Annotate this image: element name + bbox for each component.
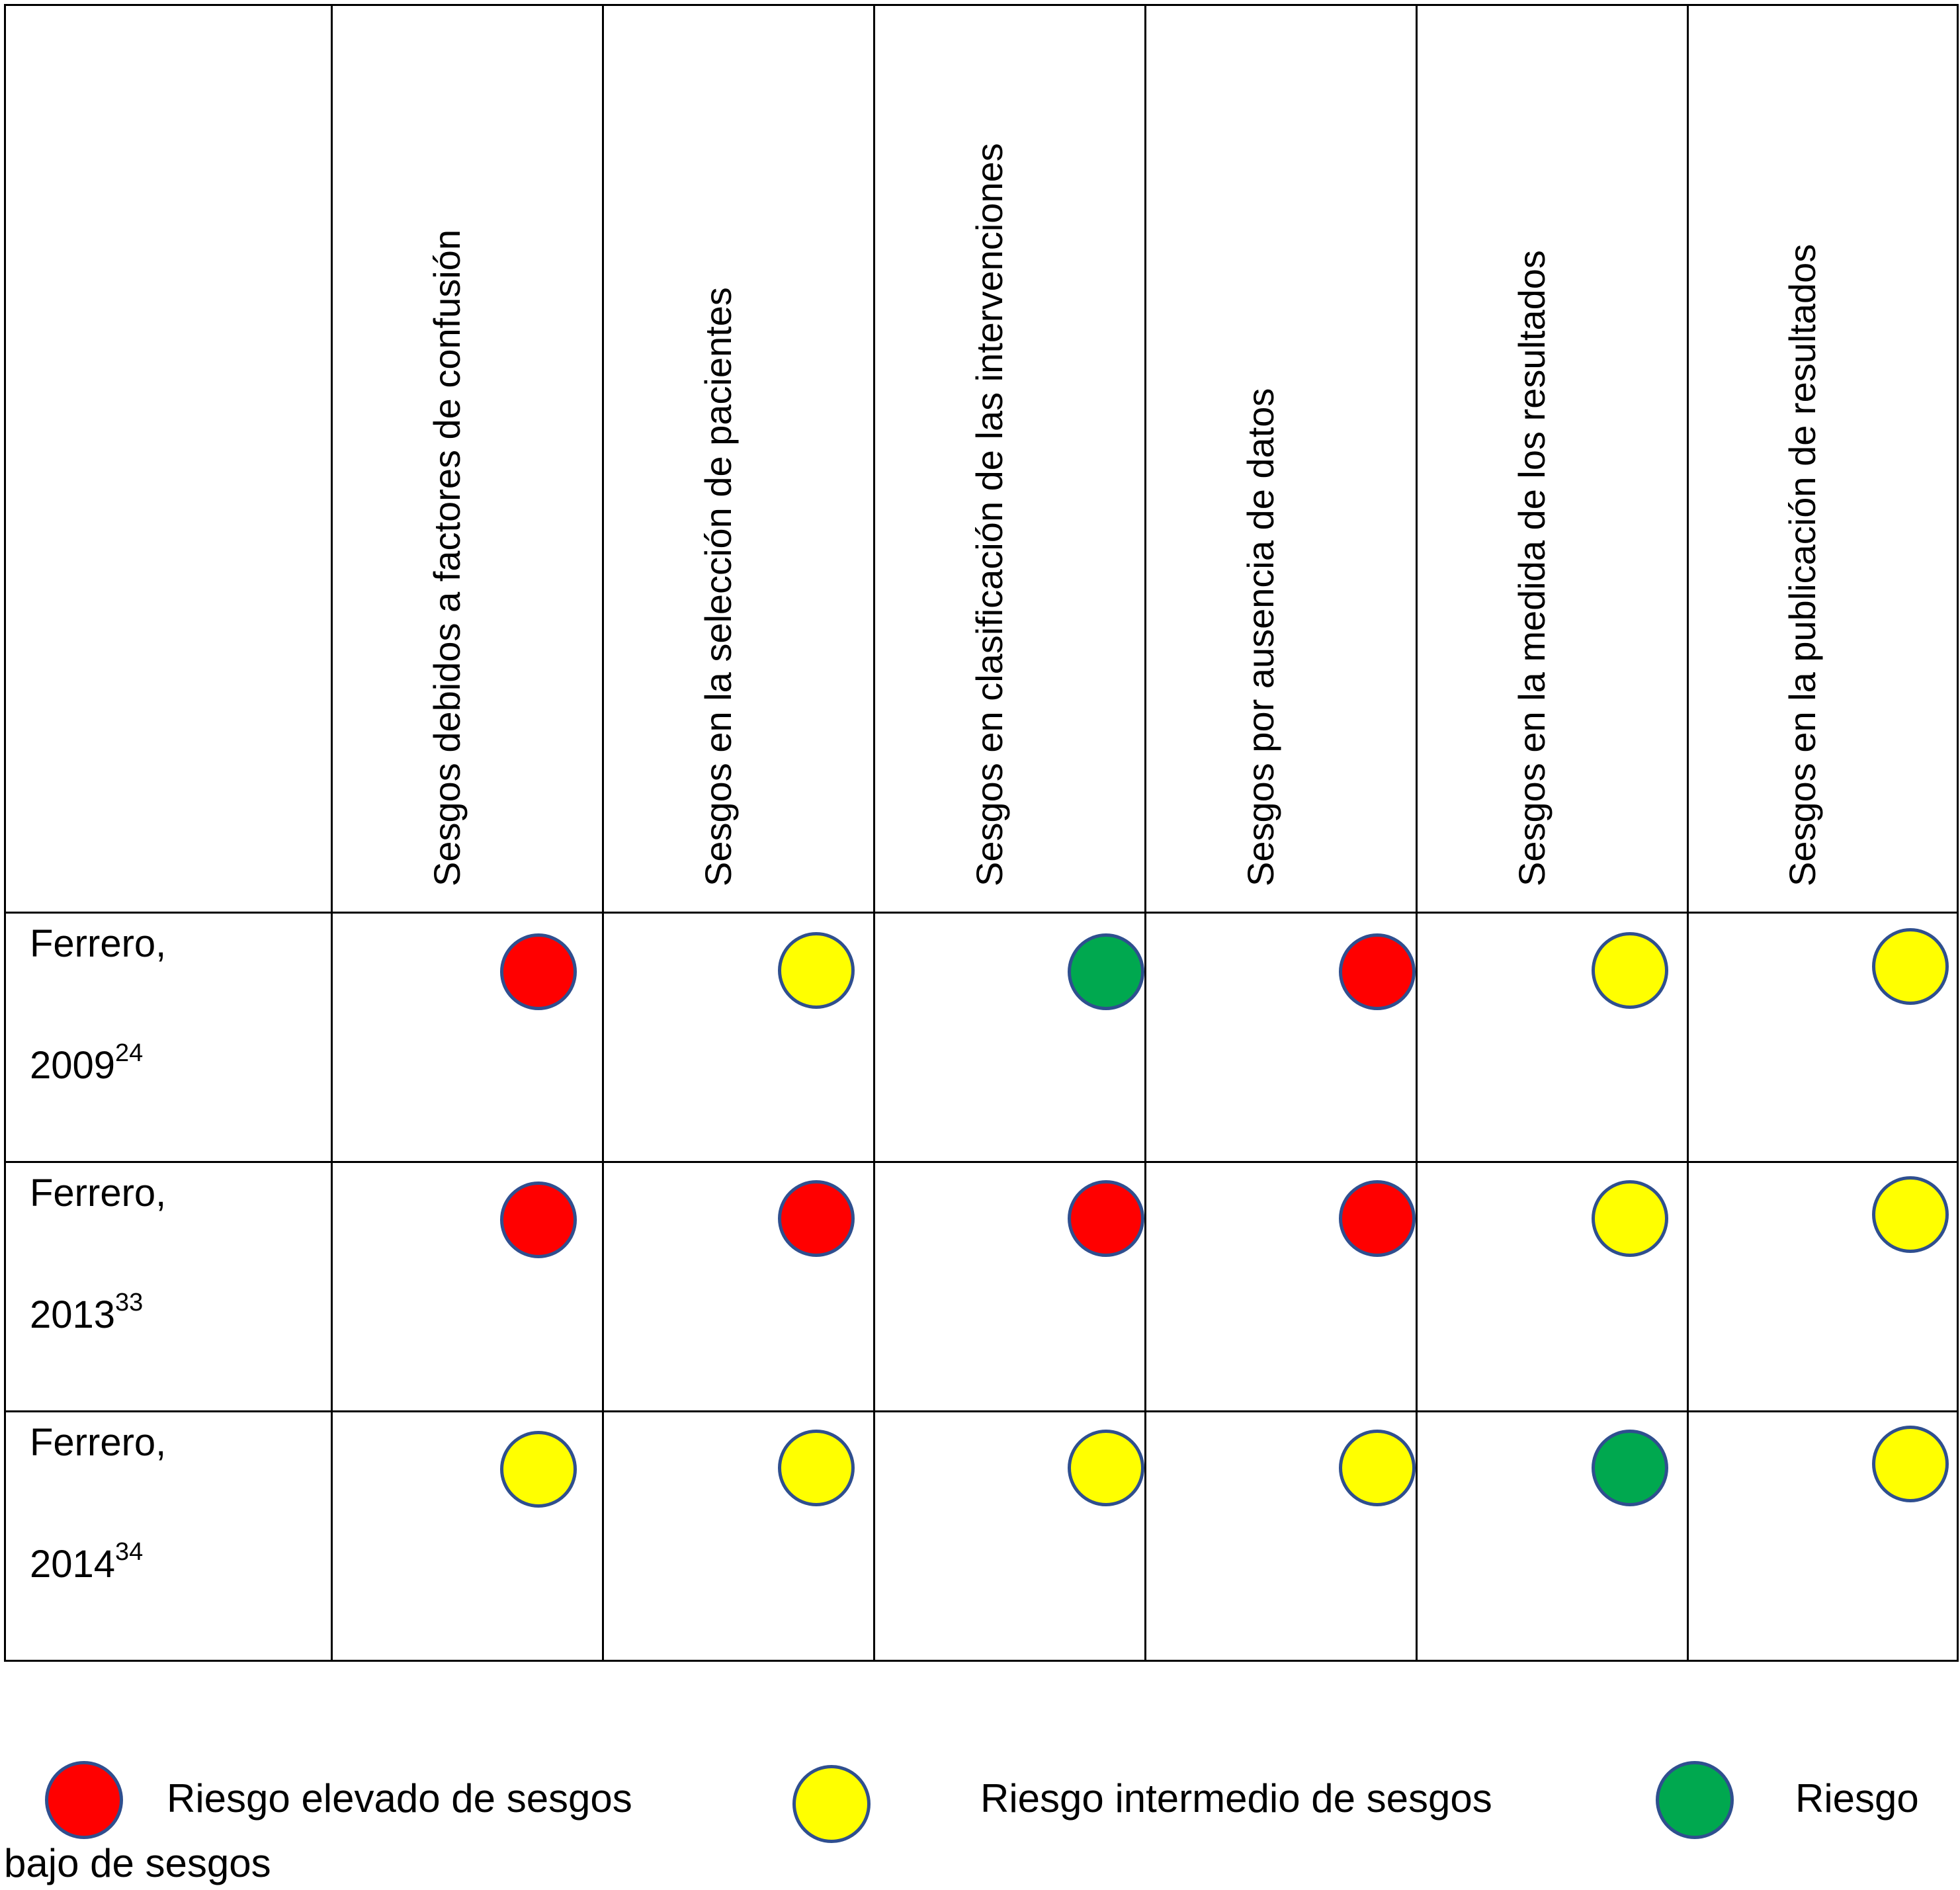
rating-cell [332, 913, 603, 1162]
rating-cell [874, 1412, 1146, 1661]
risk-dot [778, 1180, 855, 1257]
column-header-selection: Sesgos en la selección de pacientes [603, 5, 874, 913]
study-year: 2009$^{24}$ [30, 1039, 144, 1087]
risk-dot [500, 1181, 577, 1258]
column-header-measurement: Sesgos en la medida de los resultados [1417, 5, 1688, 913]
corner-cell [5, 5, 332, 913]
study-year: 2013$^{33}$ [30, 1289, 144, 1336]
legend-low-label-line2: bajo de sesgos [4, 1841, 271, 1885]
rating-cell [1417, 1412, 1688, 1661]
column-header-confusion: Sesgos debidos a factores de confusión [332, 5, 603, 913]
legend-mid-label: Riesgo intermedio de sesgos [980, 1776, 1492, 1821]
rating-cell [332, 1412, 603, 1661]
legend-high-dot [45, 1761, 123, 1839]
risk-dot [1068, 1180, 1144, 1257]
risk-dot [1339, 1430, 1416, 1506]
study-author: Ferrero, [30, 922, 167, 965]
study-author: Ferrero, [30, 1172, 167, 1215]
rating-cell [1146, 1412, 1417, 1661]
reference-number: 33 [115, 1289, 144, 1316]
risk-dot [1872, 928, 1949, 1005]
table-row [5, 1412, 1958, 1661]
risk-dot [500, 933, 577, 1010]
risk-dot [1872, 1176, 1949, 1253]
rating-cell [874, 913, 1146, 1162]
legend-mid-dot [792, 1765, 871, 1843]
header-row [5, 5, 1958, 913]
study-year: 2014$^{34}$ [30, 1538, 144, 1586]
legend-low-dot [1656, 1761, 1734, 1839]
table-row [5, 913, 1958, 1162]
study-cell [5, 913, 332, 1162]
rating-cell [1417, 913, 1688, 1162]
risk-dot [1339, 933, 1416, 1010]
rating-cell [332, 1162, 603, 1412]
risk-dot [500, 1431, 577, 1508]
risk-dot [778, 1430, 855, 1506]
table-row [5, 1162, 1958, 1412]
rating-cell [1417, 1162, 1688, 1412]
column-header-publication: Sesgos en la publicación de resultados [1688, 5, 1958, 913]
risk-dot [1068, 1430, 1144, 1506]
risk-of-bias-table [4, 4, 1959, 1662]
legend-high-label: Riesgo elevado de sesgos [167, 1776, 632, 1821]
rating-cell [874, 1162, 1146, 1412]
rating-cell [1688, 1412, 1958, 1661]
risk-dot [1339, 1180, 1416, 1257]
risk-dot [1872, 1426, 1949, 1502]
study-author: Ferrero, [30, 1421, 167, 1464]
risk-dot [1068, 933, 1144, 1010]
column-header-classification: Sesgos en clasificación de las intervenciones [874, 5, 1146, 913]
rating-cell [1146, 913, 1417, 1162]
risk-dot [1592, 1430, 1668, 1506]
rating-cell [1146, 1162, 1417, 1412]
study-cell [5, 1162, 332, 1412]
rating-cell [1688, 1162, 1958, 1412]
risk-dot [778, 932, 855, 1009]
reference-number: 34 [115, 1538, 144, 1566]
reference-number: 24 [115, 1039, 144, 1067]
rating-cell [603, 1162, 874, 1412]
rating-cell [603, 1412, 874, 1661]
risk-dot [1592, 932, 1668, 1009]
study-cell [5, 1412, 332, 1661]
rating-cell [603, 913, 874, 1162]
column-header-missing-data: Sesgos por ausencia de datos [1146, 5, 1417, 913]
rating-cell [1688, 913, 1958, 1162]
risk-dot [1592, 1180, 1668, 1257]
legend-low-label-line1: Riesgo [1795, 1776, 1919, 1821]
